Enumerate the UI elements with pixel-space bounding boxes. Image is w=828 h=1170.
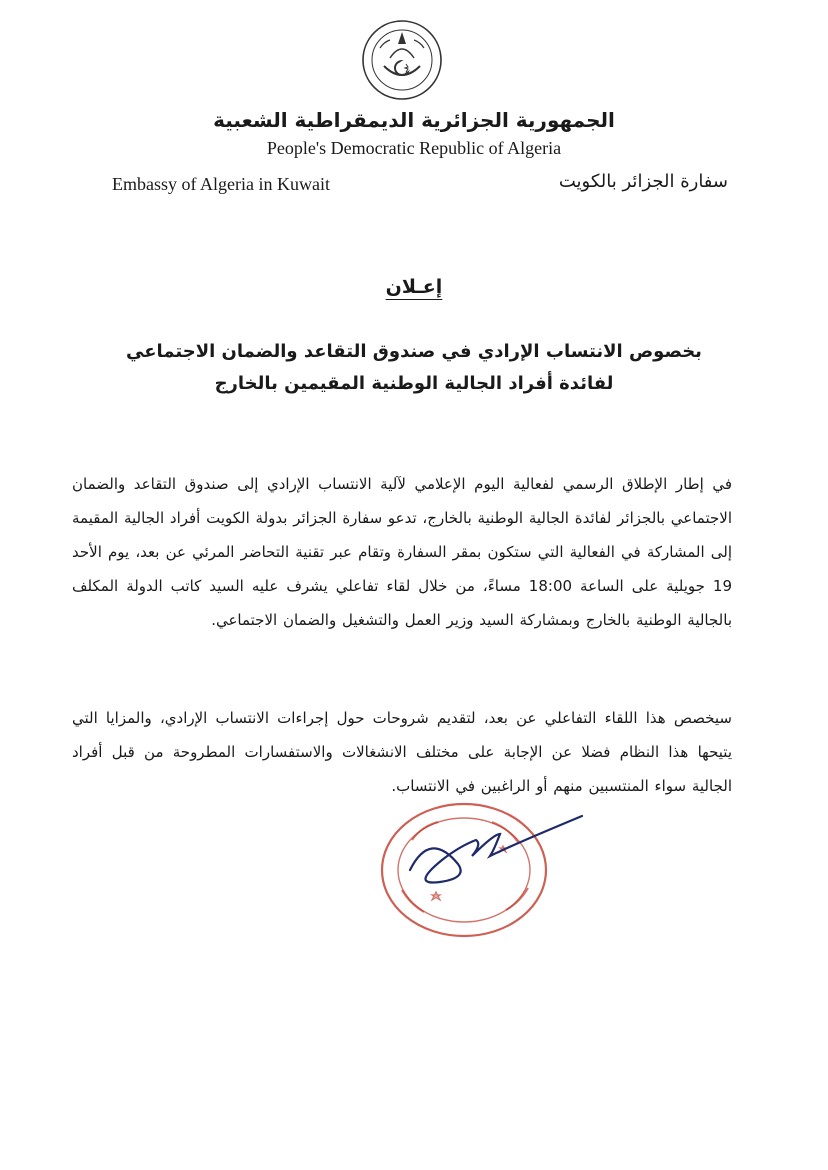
subject-line-1: بخصوص الانتساب الإرادي في صندوق التقاعد والضمان الاجتماعي	[126, 341, 702, 362]
body-paragraph-1: في إطار الإطلاق الرسمي لفعالية اليوم الإعلامي لآلية الانتساب الإرادي إلى صندوق التقاعد والضمان الاجتماعي بالجزائر لفائدة الجالية الوطنية بالخارج، تدعو سفارة الجزائر بدولة الكويت أفراد الجالية المقيمة إلى المشاركة في الفعالية التي ستكون بمقر السفارة وتقام عبر تقنية التحاضر المرئي عن بعد، يوم الأحد 19 جويلية على الساعة 18:00 مساءً، من خلال لقاء تفاعلي يشرف عليه السيد كاتب الدولة المكلف بالجالية الوطنية بالخارج وبمشاركة السيد وزير العمل والتشغيل والضمان الاجتماعي.	[71, 475, 733, 629]
algeria-emblem-icon	[360, 18, 444, 102]
country-name-english: People's Democratic Republic of Algeria	[266, 138, 562, 158]
notice-title: إعـلان	[385, 276, 443, 298]
embassy-name-english: Embassy of Algeria in Kuwait	[112, 174, 330, 194]
body-paragraph-2: سيخصص هذا اللقاء التفاعلي عن بعد، لتقديم شروحات حول إجراءات الانتساب الإرادي، والمزايا التي يتيحها هذا النظام فضلا عن الإجابة على مختلف الانشغالات والاستفسارات المطروحة من قبل أفراد الجالية سواء المنتسبين منهم أو الراغبين في الانتساب.	[72, 709, 732, 795]
embassy-stamp-icon	[372, 800, 586, 940]
embassy-name-arabic: سفارة الجزائر بالكويت	[558, 171, 728, 192]
notice-subject	[80, 336, 748, 400]
subject-line-2: لفائدة أفراد الجالية الوطنية المقيمين بالخارج	[214, 373, 614, 394]
country-name-arabic: الجمهورية الجزائرية الديمقراطية الشعبية	[213, 108, 615, 132]
